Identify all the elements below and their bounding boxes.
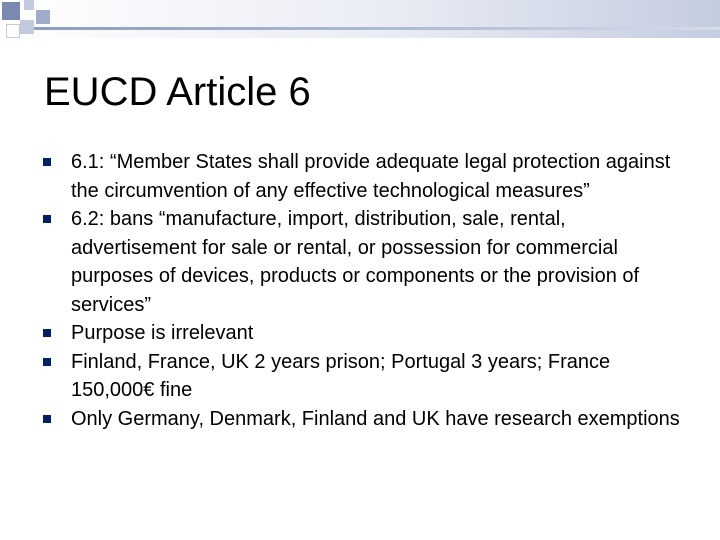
bullet-item [38, 205, 688, 319]
bullet-text: 6.2: bans “manufacture, import, distribution, sale, rental, advertisement for sale or rental, or possession for commercial purposes of devices, products or components or the provision of services” [71, 208, 640, 316]
bullet-square-icon [43, 158, 51, 166]
bullet-square-icon [43, 415, 51, 423]
bullet-item [38, 348, 688, 405]
bullet-item [38, 319, 688, 348]
bullet-square-icon [43, 358, 51, 366]
header-rule [18, 27, 720, 30]
bullet-item [38, 148, 688, 205]
decorative-square [2, 2, 20, 20]
bullet-text: 6.1: “Member States shall provide adequate legal protection against the circumvention of any effective technological measures” [71, 151, 671, 202]
bullet-text: Only Germany, Denmark, Finland and UK have research exemptions [71, 407, 680, 430]
slide-title: EUCD Article 6 [44, 70, 311, 114]
bullet-item [38, 405, 688, 434]
bullet-list [38, 148, 688, 433]
header-band [0, 0, 720, 38]
bullet-text: Purpose is irrelevant [71, 322, 254, 344]
decorative-square [6, 24, 20, 38]
bullet-square-icon [43, 329, 51, 337]
bullet-text: Finland, France, UK 2 years prison; Portugal 3 years; France 150,000€ fine [71, 350, 611, 401]
decorative-square [20, 20, 34, 34]
decorative-square [24, 0, 34, 10]
decorative-square [36, 10, 50, 24]
bullet-square-icon [43, 215, 51, 223]
